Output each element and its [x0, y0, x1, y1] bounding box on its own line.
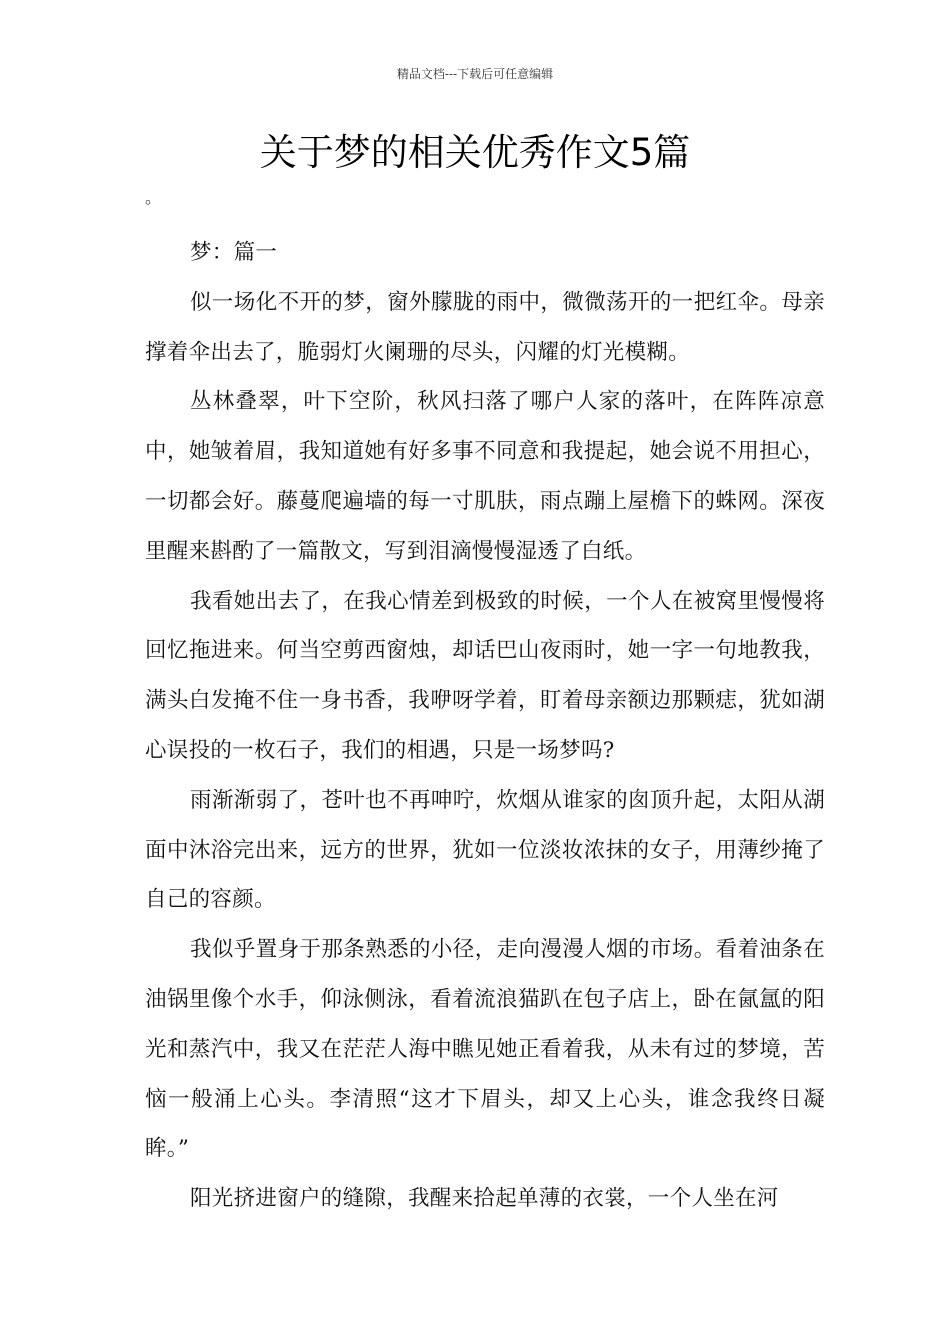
- paragraph: 我看她出去了，在我心情差到极致的时候，一个人在被窝里慢慢将回忆拖进来。何当空剪西窗烛，却话巴山夜雨时，她一字一句地教我，满头白发掩不住一身书香，我咿呀学着，盯着母亲额边那颗痣，犹如湖心误投的一枚石子，我们的相遇，只是一场梦吗?: [145, 588, 825, 763]
- header-note: 精品文档---下载后可任意编辑: [396, 67, 554, 81]
- paragraph: 似一场化不开的梦，窗外朦胧的雨中，微微荡开的一把红伞。母亲撑着伞出去了，脆弱灯火阑珊的尽头，闪耀的灯光模糊。: [145, 289, 825, 365]
- stray-period: 。: [145, 188, 162, 207]
- paragraph: 阳光挤进窗户的缝隙，我醒来拾起单薄的衣裳，一个人坐在河: [190, 1186, 779, 1212]
- paragraph: 丛林叠翠，叶下空阶，秋风扫落了哪户人家的落叶，在阵阵凉意中，她皱着眉，我知道她有好多事不同意和我提起，她会说不用担心，一切都会好。藤蔓爬遍墙的每一寸肌肤，雨点蹦上屋檐下的蛛网。深夜里醒来斟酌了一篇散文，写到泪滴慢慢湿透了白纸。: [145, 389, 825, 564]
- section-heading: 梦：篇一: [190, 240, 278, 265]
- paragraph: 雨渐渐弱了，苍叶也不再呻咛，炊烟从谁家的囱顶升起，太阳从湖面中沐浴完出来，远方的世界，犹如一位淡妆浓抹的女子，用薄纱掩了自己的容颜。: [145, 787, 825, 913]
- body-text: [145, 228, 825, 1224]
- document-title: 关于梦的相关优秀作文5篇: [259, 131, 691, 174]
- paragraph: 我似乎置身于那条熟悉的小径，走向漫漫人烟的市场。看着油条在油锅里像个水手，仰泳侧泳，看着流浪猫趴在包子店上，卧在氤氲的阳光和蒸汽中，我又在茫茫人海中瞧见她正看着我，从未有过的梦境，苦恼一般涌上心头。李清照“这才下眉头，却又上心头，谁念我终日凝眸。”: [145, 937, 825, 1162]
